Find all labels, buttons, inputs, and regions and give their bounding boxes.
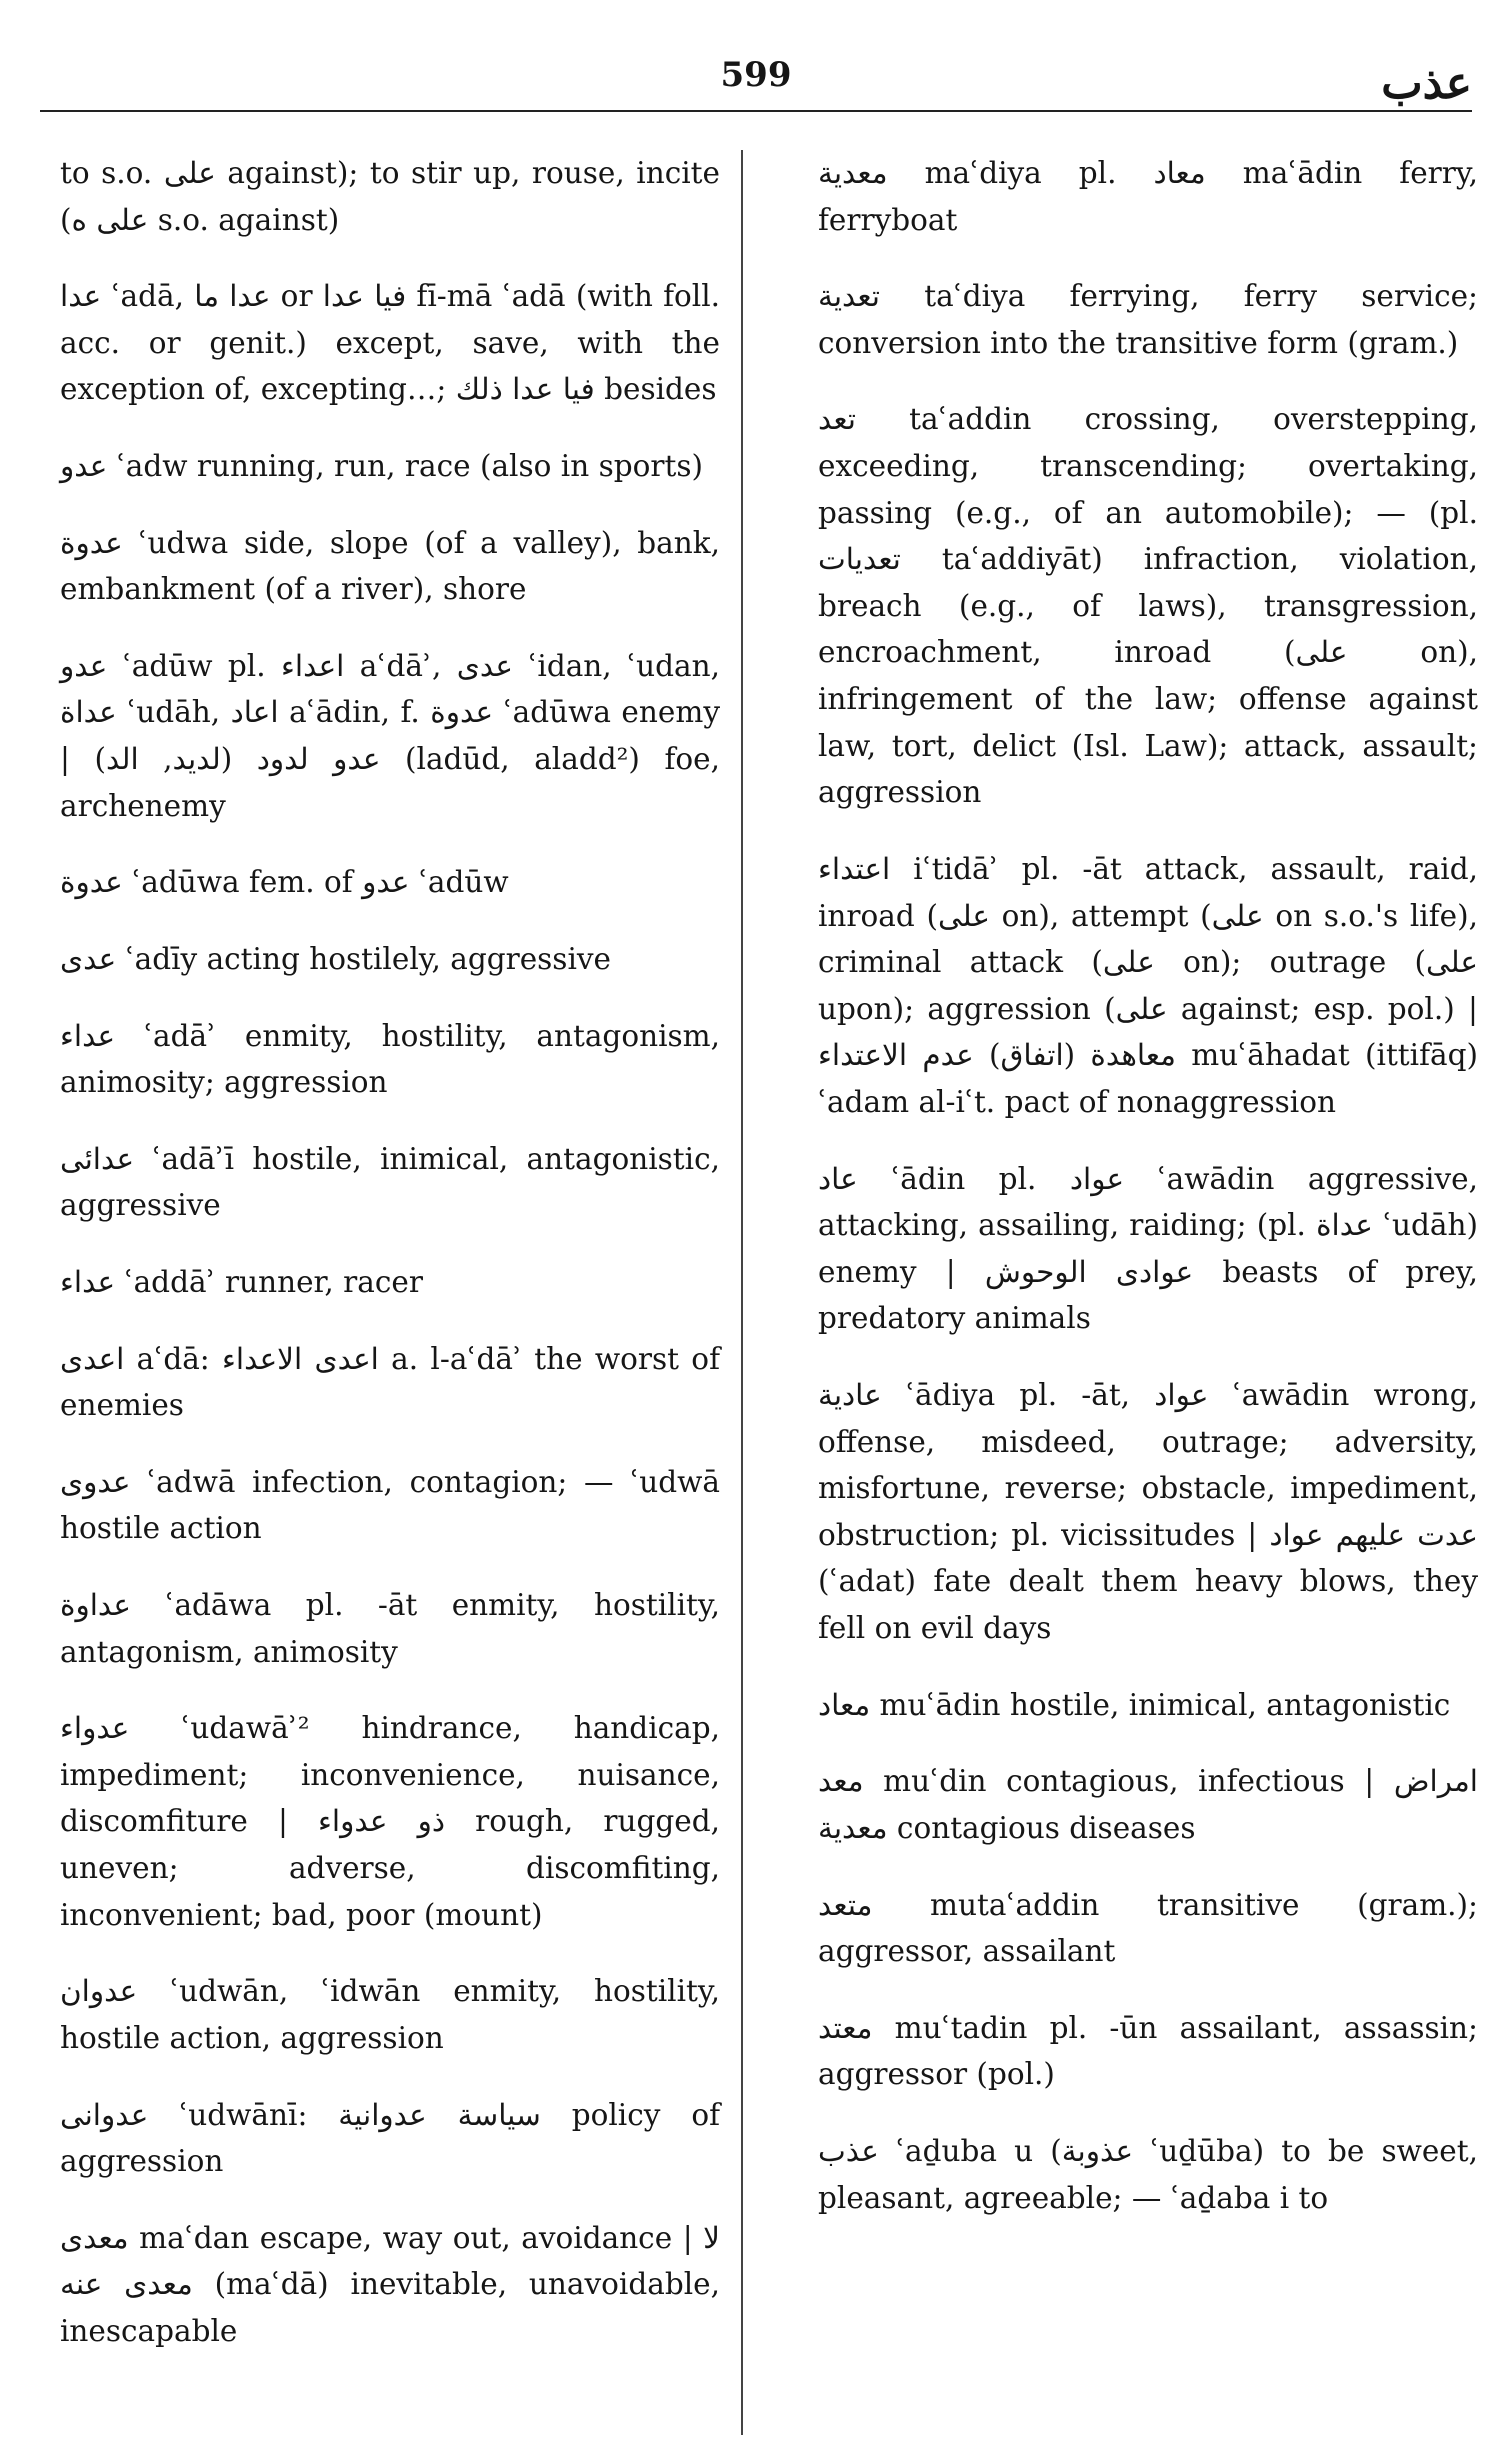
dictionary-entry: اعتداء iʿtidāʾ pl. -āt attack, assault, raid, inroad (على on), attempt (على on s.o.'s life), criminal attack (على on); outrage (على upon); aggression (على against; esp. pol.) | معاهدة (اتفاق) عدم الاعتداء muʿāhadat (ittifāq) ʿadam al-iʿt. pact of nonaggression bbox=[818, 851, 1478, 1119]
dictionary-entry: معدية maʿdiya pl. معاد maʿādin ferry, ferryboat bbox=[818, 156, 1478, 237]
dictionary-entry: متعد mutaʿaddin transitive (gram.); aggressor, assailant bbox=[818, 1887, 1478, 1969]
left-column bbox=[60, 150, 720, 2385]
dictionary-entry: اعدى aʿdā: اعدى الاعداء a. l-aʿdāʾ the worst of enemies bbox=[60, 1341, 720, 1423]
dictionary-entry: عدوى ʿadwā infection, contagion; — ʿudwā hostile action bbox=[60, 1464, 720, 1546]
dictionary-entry: عداء ʿaddāʾ runner, racer bbox=[60, 1264, 423, 1299]
dictionary-entry: معتد muʿtadin pl. -ūn assailant, assassin; aggressor (pol.) bbox=[818, 2010, 1478, 2092]
dictionary-entry: عداوة ʿadāwa pl. -āt enmity, hostility, antagonism, animosity bbox=[60, 1588, 720, 1669]
dictionary-entry: عدواء ʿudawāʾ² hindrance, handicap, impediment; inconvenience, nuisance, discomfiture | ذو عدواء rough, rugged, uneven; adverse, discomfiting, inconvenient; bad, poor (mount) bbox=[60, 1711, 720, 1932]
dictionary-entry: معاد muʿādin hostile, inimical, antagonistic bbox=[818, 1687, 1451, 1722]
dictionary-entry: عدى ʿadīy acting hostilely, aggressive bbox=[60, 941, 612, 976]
dictionary-entry: عدوان ʿudwān, ʿidwān enmity, hostility, hostile action, aggression bbox=[60, 1974, 720, 2055]
dictionary-entry: عدوة ʿudwa side, slope (of a valley), bank, embankment (of a river), shore bbox=[60, 525, 720, 607]
page-number: 599 bbox=[720, 55, 792, 95]
dictionary-entry: عدائى ʿadāʾī hostile, inimical, antagonistic, aggressive bbox=[60, 1141, 720, 1223]
dictionary-entry: معد muʿdin contagious, infectious | امراض معدية contagious diseases bbox=[818, 1764, 1478, 1845]
dictionary-entry: عدو ʿadw running, run, race (also in sports) bbox=[60, 449, 703, 484]
dictionary-entry: عذب ʿaḏuba u (عذوبة ʿuḏūba) to be sweet, pleasant, agreeable; — ʿaḏaba i to bbox=[818, 2133, 1478, 2215]
column-divider bbox=[741, 150, 743, 2435]
dictionary-entry: عدوة ʿadūwa fem. of عدو ʿadūw bbox=[60, 865, 509, 900]
dictionary-entry: عداء ʿadāʾ enmity, hostility, antagonism, animosity; aggression bbox=[60, 1018, 720, 1100]
dictionary-entry: عدوانى ʿudwānī: سياسة عدوانية policy of aggression bbox=[60, 2097, 720, 2179]
dictionary-entry: عدا ʿadā, عدا ما or فيا عدا fī-mā ʿadā (with foll. acc. or genit.) except, save, with the exception of, excepting…; فيا عدا ذلك besides bbox=[60, 279, 721, 407]
dictionary-entry: تعدية taʿdiya ferrying, ferry service; conversion into the transitive form (gram.) bbox=[818, 279, 1478, 360]
dictionary-entry: تعد taʿaddin crossing, overstepping, exceeding, transcending; overtaking, passing (e.g., of an automobile); — (pl. تعديات taʿaddiyāt) infraction, violation, breach (e.g., of laws), transgression, encroachment, inroad (على on), infringement of the law; offense against law, tort, delict (Isl. Law); attack, assault; aggression bbox=[818, 402, 1478, 810]
dictionary-entry: عادية ʿādiya pl. -āt, عواد ʿawādin wrong, offense, misdeed, outrage; adversity, misfortune, reverse; obstacle, impediment, obstruction; pl. vicissitudes | عدت عليهم عواد (ʿadat) fate dealt them heavy blows, they fell on evil days bbox=[818, 1378, 1479, 1646]
right-column bbox=[818, 150, 1478, 2251]
dictionary-entry: عدو ʿadūw pl. اعداء aʿdāʾ, عدى ʿidan, ʿudan, عداة ʿudāh, اعاد aʿādin, f. عدوة ʿadūwa enemy | عدو لدود (لديد, الد) (ladūd, aladd²) foe, archenemy bbox=[60, 648, 720, 823]
dictionary-entry: معدى maʿdan escape, way out, avoidance | لا معدى عنه (maʿdā) inevitable, unavoidable, inescapable bbox=[60, 2220, 720, 2348]
dictionary-entry: to s.o. على against); to stir up, rouse, incite (على ه s.o. against) bbox=[60, 156, 720, 237]
root-word-header: عذب bbox=[1381, 58, 1472, 109]
dictionary-entry: عاد ʿādin pl. عواد ʿawādin aggressive, attacking, assailing, raiding; (pl. عداة ʿudāh) enemy | عوادى الوحوش beasts of prey, predatory animals bbox=[818, 1161, 1478, 1336]
header-rule bbox=[40, 110, 1472, 112]
